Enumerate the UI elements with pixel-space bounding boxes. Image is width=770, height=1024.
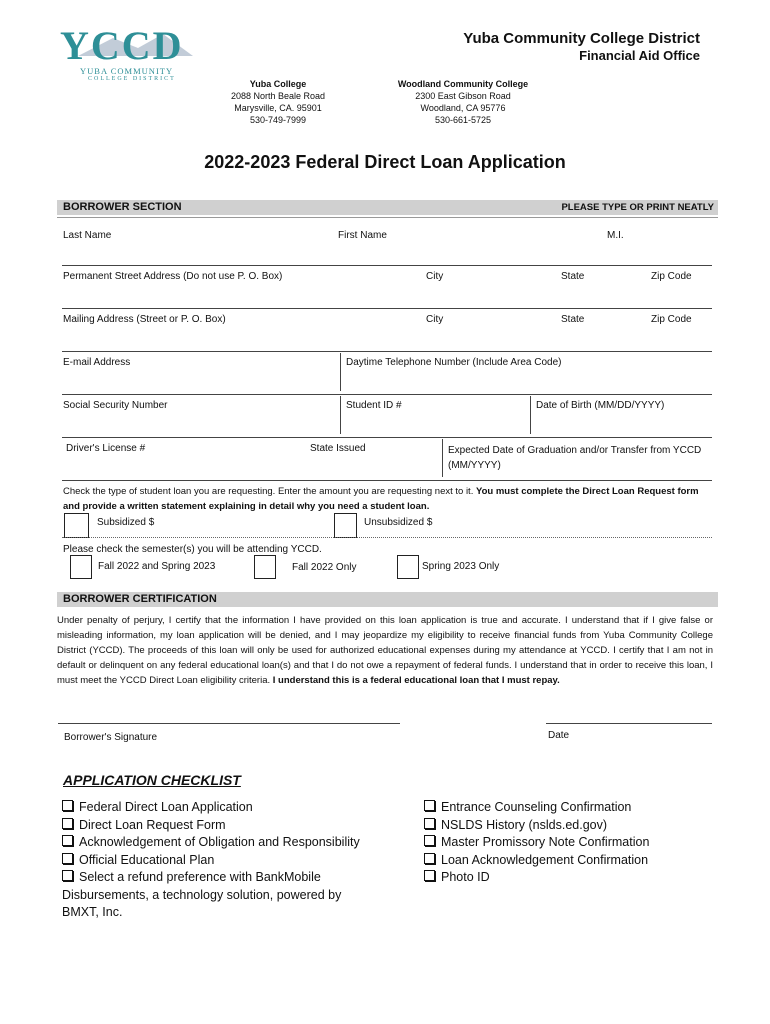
last-name-label: Last Name <box>63 230 112 241</box>
sem-fall-only-label: Fall 2022 Only <box>292 562 357 573</box>
checkbox-icon <box>424 853 435 864</box>
first-name-label: First Name <box>338 230 387 241</box>
subsidized-label: Subsidized $ <box>97 517 155 528</box>
perm-state-label: State <box>561 271 585 282</box>
checklist-item: Federal Direct Loan Application <box>62 799 372 817</box>
checklist-item: NSLDS History (nslds.ed.gov) <box>424 817 724 835</box>
perm-city-label: City <box>426 271 444 282</box>
logo-line2: COLLEGE DISTRICT <box>88 76 176 82</box>
certification-text: Under penalty of perjury, I certify that the information I have provided on this loan application is true and accurate. I understand that if I give false or misleading information, my loan application will be denied, and I may jeopardize my eligibility to receive financial funds from Yuba Community College District (YCCD). The proceeds of this loan will only be used for authorized educational expenses during my attendance at YCCD. I certify that I am not in default or delinquent on any federal educational loan(s) and that I do not owe a repayment of federal funds. I understand that in order to receive this loan, I must meet the YCCD Direct Loan eligibility criteria. I understand this is a federal educational loan that I must repay. <box>57 615 713 686</box>
unsubsidized-checkbox[interactable] <box>334 513 357 538</box>
checkbox-icon <box>424 800 435 811</box>
mail-address-line[interactable] <box>62 351 712 352</box>
mail-city-label: City <box>426 314 444 325</box>
perm-zip-label: Zip Code <box>651 271 692 282</box>
mail-address-label: Mailing Address (Street or P. O. Box) <box>63 314 226 325</box>
name-line[interactable] <box>62 265 712 266</box>
checkbox-icon <box>62 818 73 829</box>
checklist-right <box>424 799 724 887</box>
checklist-left <box>62 799 372 922</box>
sem-spring-only-checkbox[interactable] <box>397 555 419 579</box>
email-phone-line[interactable] <box>62 394 712 395</box>
checklist-item: Loan Acknowledgement Confirmation <box>424 852 724 870</box>
sem-spring-only-label: Spring 2023 Only <box>422 561 500 572</box>
email-label: E-mail Address <box>63 357 131 368</box>
perm-address-label: Permanent Street Address (Do not use P. O. Box) <box>63 271 283 282</box>
checkbox-icon <box>62 800 73 811</box>
date-label: Date <box>548 730 570 741</box>
borrower-section-bar <box>57 200 718 215</box>
district-name: Yuba Community College District <box>463 30 700 47</box>
checklist-item: Photo ID <box>424 869 724 887</box>
mail-zip-label: Zip Code <box>651 314 692 325</box>
sem-fall-spring-checkbox[interactable] <box>70 555 92 579</box>
license-label: Driver's License # <box>66 443 146 454</box>
borrower-section-heading: BORROWER SECTION <box>63 201 182 213</box>
checklist-item: Select a refund preference with BankMobile Disbursements, a technology solution, powered by BMXT, Inc. <box>62 870 342 919</box>
checklist-item: Direct Loan Request Form <box>62 817 372 835</box>
checkbox-icon <box>424 870 435 881</box>
print-neatly-note: PLEASE TYPE OR PRINT NEATLY <box>561 202 714 213</box>
checkbox-icon <box>62 853 73 864</box>
perm-address-line[interactable] <box>62 308 712 309</box>
ssn-label: Social Security Number <box>63 400 168 411</box>
checkbox-icon <box>62 835 73 846</box>
campus-woodland: Woodland Community College 2300 East Gibson Road Woodland, CA 95776 530-661-5725 <box>397 79 529 125</box>
grad-date-label: Expected Date of Graduation and/or Transfer from YCCD (MM/YYYY) <box>448 445 702 471</box>
unsubsidized-label: Unsubsidized $ <box>364 517 433 528</box>
checkbox-icon <box>424 835 435 846</box>
signature-label: Borrower's Signature <box>64 732 158 743</box>
certification-bar <box>57 592 718 607</box>
signature-line[interactable] <box>58 723 400 724</box>
mi-label: M.I. <box>607 230 624 241</box>
checklist-heading: APPLICATION CHECKLIST <box>63 772 241 788</box>
phone-label: Daytime Telephone Number (Include Area Code) <box>346 357 562 368</box>
certification-heading: BORROWER CERTIFICATION <box>63 593 217 605</box>
checklist-item: Acknowledgement of Obligation and Responsibility <box>62 834 372 852</box>
ssn-line[interactable] <box>62 437 712 438</box>
yccd-logo <box>58 23 198 86</box>
license-line[interactable] <box>62 480 712 481</box>
student-id-label: Student ID # <box>346 400 402 411</box>
subsidized-checkbox[interactable] <box>64 513 89 538</box>
checklist-item: Entrance Counseling Confirmation <box>424 799 724 817</box>
checkbox-icon <box>62 870 73 881</box>
form-title: 2022-2023 Federal Direct Loan Application <box>204 152 566 172</box>
semester-instructions: Please check the semester(s) you will be attending YCCD. <box>63 544 322 555</box>
sem-fall-spring-label: Fall 2022 and Spring 2023 <box>98 561 216 572</box>
state-issued-label: State Issued <box>310 443 366 454</box>
mail-state-label: State <box>561 314 585 325</box>
logo-letters: YCCD <box>60 23 184 68</box>
office-name: Financial Aid Office <box>579 48 700 63</box>
dob-label: Date of Birth (MM/DD/YYYY) <box>536 400 665 411</box>
checklist-item: Master Promissory Note Confirmation <box>424 834 724 852</box>
loan-type-instructions: Check the type of student loan you are requesting. Enter the amount you are requesting next to it. You must complete the Direct Loan Request form and provide a written statement explaining in detail why you need a student loan. <box>63 486 699 512</box>
checklist-item: Official Educational Plan <box>62 852 372 870</box>
checkbox-icon <box>424 818 435 829</box>
logo-line1: YUBA COMMUNITY <box>80 66 174 76</box>
campus-yuba: Yuba College 2088 North Beale Road Marysville, CA. 95901 530-749-7999 <box>230 79 326 125</box>
date-line[interactable] <box>546 723 712 724</box>
sem-fall-only-checkbox[interactable] <box>254 555 276 579</box>
